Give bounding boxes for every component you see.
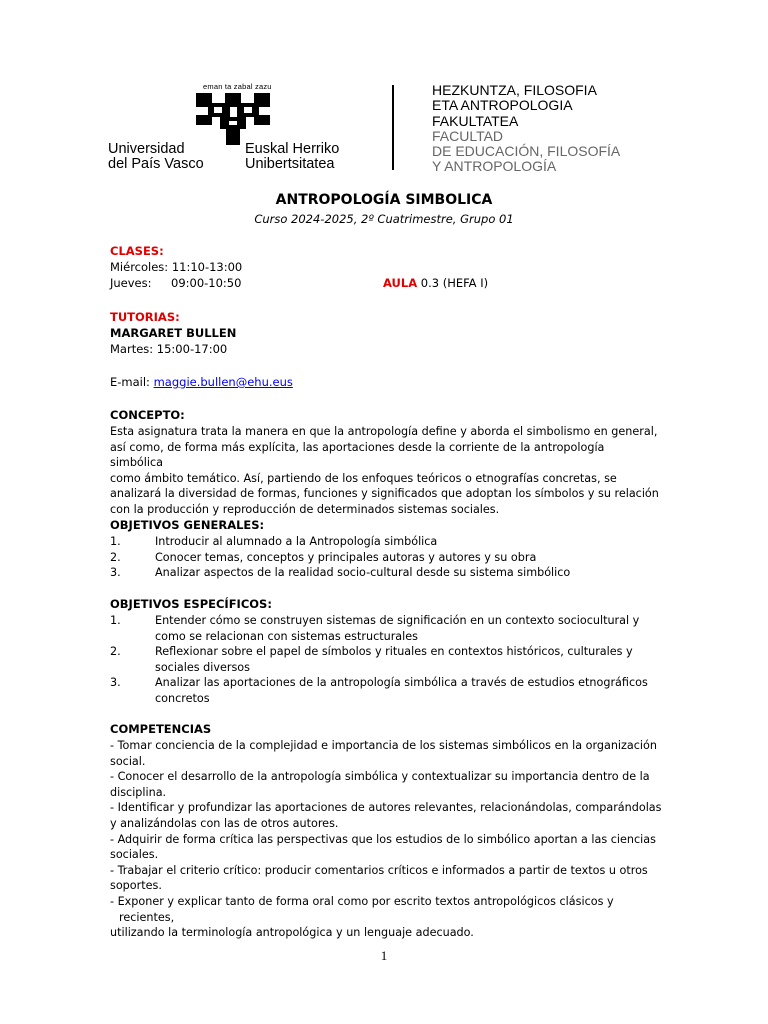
university-logo: [108, 82, 368, 174]
classroom-value: 0.3 (HEFA I): [417, 276, 489, 290]
list-number: 2.: [110, 645, 121, 659]
class-schedule-thursday-time: 09:00-10:50: [171, 276, 242, 290]
list-item: [110, 644, 670, 675]
list-item: [110, 534, 670, 550]
paragraph-line: con la producción y reproducción de determinados sistemas sociales.: [110, 502, 500, 516]
course-title: ANTROPOLOGÍA SIMBOLICA: [275, 192, 493, 208]
objetivos-especificos-list: [110, 613, 670, 707]
list-item-text: como se relacionan con sistemas estructurales: [155, 629, 418, 643]
list-item-text: Reflexionar sobre el papel de símbolos y rituales en contextos históricos, culturales y: [155, 645, 633, 659]
class-schedule-thursday-day: Jueves:: [110, 276, 152, 290]
concepto-paragraph: [110, 424, 660, 518]
page-number: 1: [380, 948, 388, 963]
competencia-text: - Conocer el desarrollo de la antropología simbólica y contextualizar su importancia dentro de la: [110, 770, 650, 784]
competencias-list: [110, 738, 670, 941]
competencia-item: [110, 894, 670, 941]
competencia-text: utilizando la terminología antropológica y un lenguaje adecuado.: [110, 926, 474, 940]
university-name-es-line2: del País Vasco: [108, 156, 204, 172]
email-link[interactable]: maggie.bullen@ehu.eus: [153, 375, 293, 389]
email-line: [110, 375, 293, 391]
faculty-name-es-line: FACULTAD: [432, 127, 504, 144]
clases-heading: CLASES:: [110, 244, 164, 258]
list-number: 3.: [110, 676, 121, 690]
competencia-text: - Trabajar el criterio crítico: producir comentarios críticos e informados a partir de textos u otros: [110, 863, 648, 877]
objetivos-generales-list: [110, 534, 670, 581]
list-number: 1.: [110, 614, 121, 627]
paragraph-line: Esta asignatura trata la manera en que la antropología define y aborda el simbolismo en general,: [110, 425, 658, 438]
list-item: [110, 565, 670, 581]
university-tree-emblem-icon: [194, 91, 272, 145]
tutor-name: MARGARET BULLEN: [110, 326, 237, 340]
faculty-name-eu-line: ETA ANTROPOLOGIA: [432, 97, 573, 114]
competencia-text: - Exponer y explicar tanto de forma oral como por escrito textos antropológicos clásicos y recientes,: [110, 894, 614, 924]
competencia-item: [110, 738, 670, 769]
objetivos-generales-heading: OBJETIVOS GENERALES:: [110, 518, 265, 532]
competencia-item: [110, 800, 670, 831]
list-item: [110, 550, 670, 566]
faculty-name-eu-line: FAKULTATEA: [432, 112, 519, 129]
list-item-text: sociales diversos: [155, 660, 250, 674]
competencias-heading: COMPETENCIAS: [110, 722, 212, 736]
paragraph-line: analizará la diversidad de formas, funciones y significados que adoptan los símbolos y su relación: [110, 487, 659, 501]
tutoring-time: Martes: 15:00-17:00: [110, 342, 228, 356]
faculty-name-eu-line: HEZKUNTZA, FILOSOFIA: [432, 82, 597, 98]
competencia-text: soportes.: [110, 879, 162, 893]
concepto-heading: CONCEPTO:: [110, 408, 185, 422]
list-item-text: Analizar las aportaciones de la antropología simbólica a través de estudios etnográficos: [155, 676, 648, 690]
course-subtitle: Curso 2024-2025, 2º Cuatrimestre, Grupo 01: [254, 212, 514, 226]
list-item-text: concretos: [155, 691, 210, 705]
objetivos-especificos-heading: OBJETIVOS ESPECÍFICOS:: [110, 597, 272, 611]
list-number: 2.: [110, 550, 121, 564]
competencia-text: - Adquirir de forma crítica las perspectivas que los estudios de lo simbólico aportan a las ciencias: [110, 832, 656, 846]
list-item-text: Introducir al alumnado a la Antropología simbólica: [155, 535, 438, 548]
competencia-text: y analizándolas con las de otros autores.: [110, 816, 339, 830]
list-item-text: Entender cómo se construyen sistemas de significación en un contexto sociocultural y: [155, 614, 640, 627]
list-item-text: Conocer temas, conceptos y principales autoras y autores y su obra: [155, 550, 537, 564]
list-number: 3.: [110, 566, 121, 580]
header-divider: [392, 85, 394, 170]
tutorias-heading: TUTORIAS:: [110, 310, 180, 324]
list-item-text: Analizar aspectos de la realidad socio-cultural desde su sistema simbólico: [155, 566, 571, 580]
competencia-text: disciplina.: [110, 785, 167, 799]
list-item: [110, 675, 670, 706]
faculty-name-es-line: DE EDUCACIÓN, FILOSOFÍA: [432, 143, 621, 160]
competencia-item: [110, 832, 670, 863]
university-name-es-line1: Universidad: [108, 141, 185, 157]
competencia-text: sociales.: [110, 848, 159, 862]
competencia-text: - Identificar y profundizar las aportaciones de autores relevantes, relacionándolas, comparándolas: [110, 801, 662, 815]
competencia-item: [110, 769, 670, 800]
faculty-name: [432, 83, 620, 175]
competencia-text: social.: [110, 754, 146, 768]
classroom: [383, 276, 488, 292]
university-name-eu-line1: Euskal Herriko: [245, 141, 340, 157]
competencia-item: [110, 863, 670, 894]
paragraph-line: como ámbito temático. Así, partiendo de los enfoques teóricos o etnografías concretas, se: [110, 471, 617, 485]
list-item: [110, 613, 670, 644]
list-number: 1.: [110, 535, 121, 548]
email-label: E-mail:: [110, 375, 154, 389]
class-schedule-wednesday: Miércoles: 11:10-13:00: [110, 260, 243, 274]
faculty-name-es-line: Y ANTROPOLOGÍA: [432, 158, 557, 175]
logo-motto: eman ta zabal zazu: [203, 82, 272, 91]
paragraph-line: así como, de forma más explícita, las aportaciones desde la corriente de la antropología simbólica: [110, 440, 605, 470]
classroom-label: AULA: [383, 276, 418, 290]
competencia-text: - Tomar conciencia de la complejidad e importancia de los sistemas simbólicos en la organización: [110, 739, 657, 752]
university-name-eu-line2: Unibertsitatea: [245, 156, 335, 172]
